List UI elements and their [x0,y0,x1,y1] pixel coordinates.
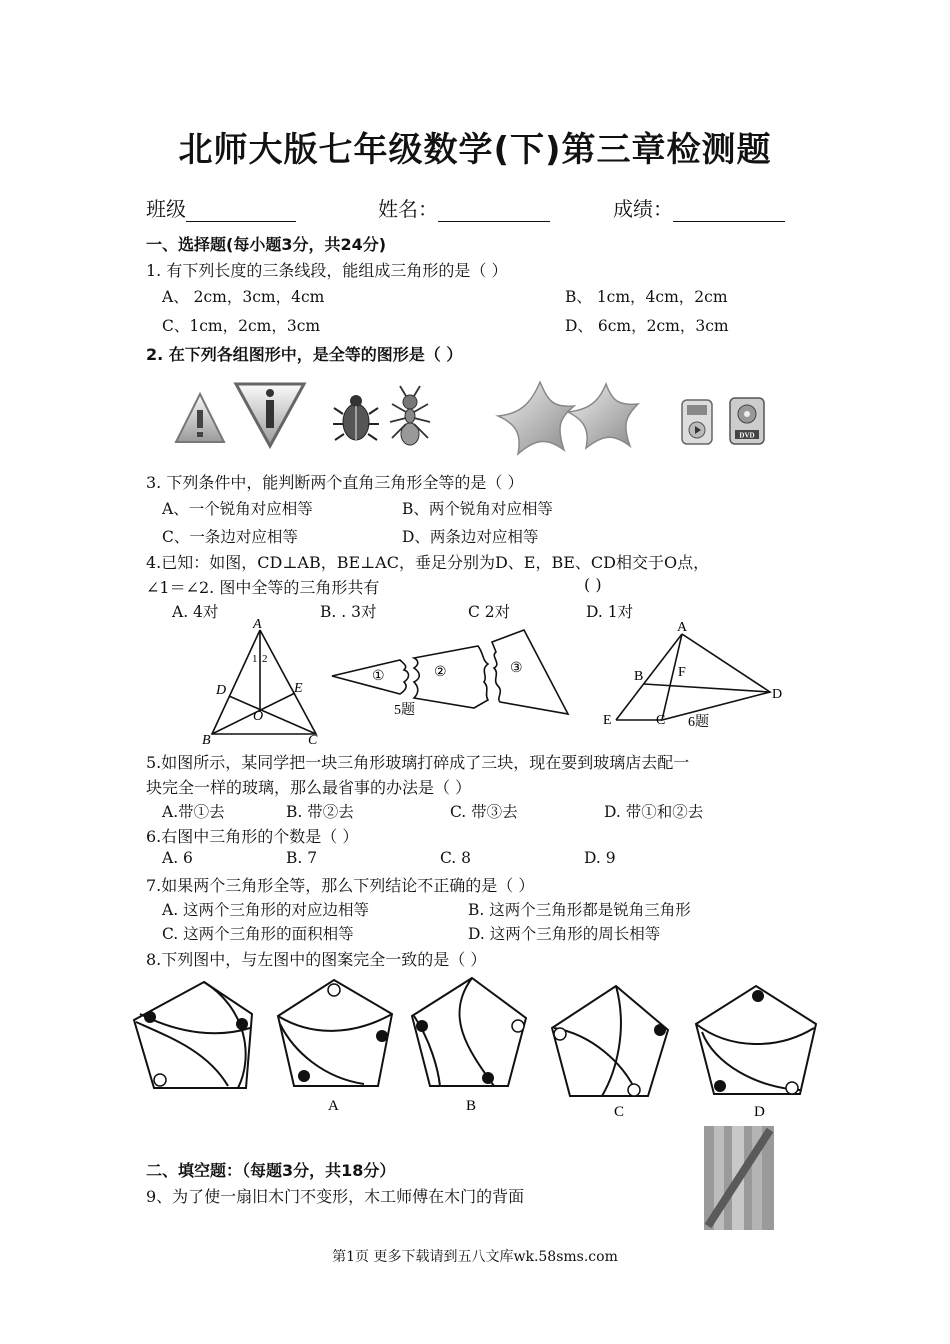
fig5-piece-1: ① [372,669,385,684]
q1-option-b[interactable]: B、 1cm，4cm，2cm [565,288,728,306]
q4-stem-line2: ∠1＝∠2. 图中全等的三角形共有 [146,578,380,597]
q4-option-d[interactable]: D. 1对 [586,603,634,621]
q7-option-a[interactable]: A. 这两个三角形的对应边相等 [162,901,370,919]
fig5-piece-3: ③ [510,661,523,676]
q4-option-c[interactable]: C 2对 [468,603,511,621]
q3-option-a[interactable]: A、一个锐角对应相等 [162,500,313,518]
q8-option-a-dots [298,984,388,1082]
q2-stem: 2. 在下列各组图形中，是全等的图形是（ ） [146,345,463,364]
warning-triangle-small-icon [176,394,224,442]
q6-triangle-figure [600,614,795,734]
q3-stem: 3. 下列条件中，能判断两个直角三角形全等的是（ ） [146,473,524,492]
fig5-caption: 5题 [394,703,415,718]
q6-option-d[interactable]: D. 9 [584,849,616,867]
q4-option-b[interactable]: B. . 3对 [320,603,377,621]
beetle-icon [333,395,379,440]
starfish-shape-2 [568,384,638,448]
class-field[interactable] [146,193,296,222]
q6-option-a[interactable]: A. 6 [162,849,193,867]
fig6-label-e: E [603,713,612,728]
score-field[interactable] [613,193,785,222]
starfish-shape-1 [498,382,574,454]
q2-figure-row [160,376,800,456]
q7-option-b[interactable]: B. 这两个三角形都是锐角三角形 [468,901,691,919]
q6-stem: 6.右图中三角形的个数是（ ） [146,827,359,846]
fig4-label-1: 1 [252,653,258,665]
q3-option-d[interactable]: D、两条边对应相等 [402,528,539,546]
name-field[interactable] [378,193,550,222]
q8-option-c-dots [554,1024,666,1096]
q6-option-c[interactable]: C. 8 [440,849,472,867]
q7-stem: 7.如果两个三角形全等，那么下列结论不正确的是（ ） [146,876,535,895]
svg-text:DVD: DVD [739,431,755,440]
q1-option-d[interactable]: D、 6cm，2cm，3cm [565,317,729,335]
q5-stem-line2: 块完全一样的玻璃，那么最省事的办法是（ ） [146,778,472,797]
q1-option-a[interactable]: A、 2cm，3cm，4cm [162,288,325,306]
fig4-label-2: 2 [262,653,268,665]
q5-option-a[interactable]: A.带①去 [162,803,225,821]
name-label: 姓名： [378,197,438,221]
q8-option-c-pentagon[interactable] [552,986,668,1096]
fig6-label-f: F [678,665,686,680]
q7-option-d[interactable]: D. 这两个三角形的周长相等 [468,925,661,943]
q8-reference-pentagon [134,982,252,1088]
fig6-caption: 6题 [688,715,709,730]
q5-broken-glass-figure [328,624,576,724]
class-blank[interactable] [186,201,296,222]
page-footer: 第1页 更多下载请到五八文库wk.58sms.com [332,1249,618,1265]
q4-option-a[interactable]: A. 4对 [172,603,219,621]
q8-label-c: C [614,1104,625,1120]
dvd-player-icon [730,398,764,444]
fig4-label-d: D [216,683,227,698]
fig6-label-c: C [656,713,666,728]
page-title: 北师大版七年级数学(下)第三章检测题 [178,130,772,170]
fig6-label-b: B [634,669,644,684]
q1-stem: 1. 有下列长度的三条线段，能组成三角形的是（ ） [146,261,508,280]
fig5-piece-2: ② [434,665,447,680]
fig6-label-d: D [772,687,783,702]
wooden-door-figure [704,1126,774,1230]
class-label: 班级 [146,197,186,221]
q7-option-c[interactable]: C. 这两个三角形的面积相等 [162,925,354,943]
ant-icon [390,386,430,445]
q5-option-b[interactable]: B. 带②去 [286,803,354,821]
fig4-label-a: A [253,617,262,632]
info-triangle-large-icon [236,384,304,446]
q8-pentagon-figures [128,972,828,1122]
q1-option-c[interactable]: C、1cm，2cm，3cm [162,317,321,335]
q6-option-b[interactable]: B. 7 [286,849,318,867]
q3-option-b[interactable]: B、两个锐角对应相等 [402,500,553,518]
q4-stem-line1: 4.已知：如图，CD⊥AB，BE⊥AC，垂足分别为D、E，BE、CD相交于O点， [146,553,710,572]
q4-answer-paren: ( ) [584,575,602,594]
fig4-label-o: O [253,709,264,724]
q8-stem: 8.下列图中，与左图中的图案完全一致的是（ ） [146,950,487,969]
fig4-label-b: B [202,733,211,746]
q3-option-c[interactable]: C、一条边对应相等 [162,528,298,546]
q5-stem-line1: 5.如图所示，某同学把一块三角形玻璃打碎成了三块，现在要到玻璃店去配一 [146,753,690,772]
name-blank[interactable] [438,201,550,222]
q8-label-a: A [328,1098,339,1114]
q8-option-b-pentagon[interactable] [412,978,526,1086]
fig4-label-c: C [308,733,318,746]
q4-triangle-figure [198,616,328,746]
q5-option-c[interactable]: C. 带③去 [450,803,518,821]
fig4-label-e: E [294,681,303,696]
section-1-heading: 一、选择题(每小题3分，共24分) [146,235,387,254]
q5-option-d[interactable]: D. 带①和②去 [604,803,704,821]
q9-stem: 9、为了使一扇旧木门不变形，木工师傅在木门的背面 [146,1187,525,1206]
q8-label-b: B [466,1098,477,1114]
score-label: 成绩： [613,197,673,221]
media-player-icon [682,400,712,444]
q8-label-d: D [754,1104,765,1120]
section-2-heading: 二、填空题：（每题3分，共18分） [146,1161,396,1180]
fig6-label-a: A [677,620,688,635]
score-blank[interactable] [673,201,785,222]
q8-option-d-pentagon[interactable] [696,986,816,1094]
